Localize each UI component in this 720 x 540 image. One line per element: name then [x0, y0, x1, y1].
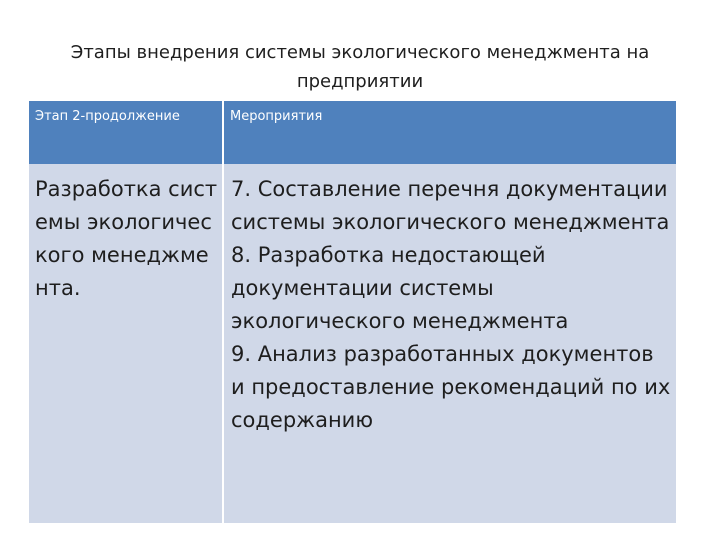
header-cell-stage: Этап 2-продолжение	[29, 101, 222, 164]
table-header-row	[29, 101, 676, 164]
stages-table	[29, 101, 676, 523]
stage-cell: Разработка системы экологического менеджмента.	[29, 164, 222, 523]
activities-cell: 7. Составление перечня документации системы экологического менеджмента 8. Разработка недостающей документации системы экологического менеджмента 9. Анализ разработанных документов и предоставление рекомендаций по их содержанию	[224, 164, 676, 523]
slide-title: Этапы внедрения системы экологического менеджмента на предприятии	[70, 42, 650, 92]
table-row	[29, 164, 676, 523]
header-cell-activities: Мероприятия	[224, 101, 676, 164]
